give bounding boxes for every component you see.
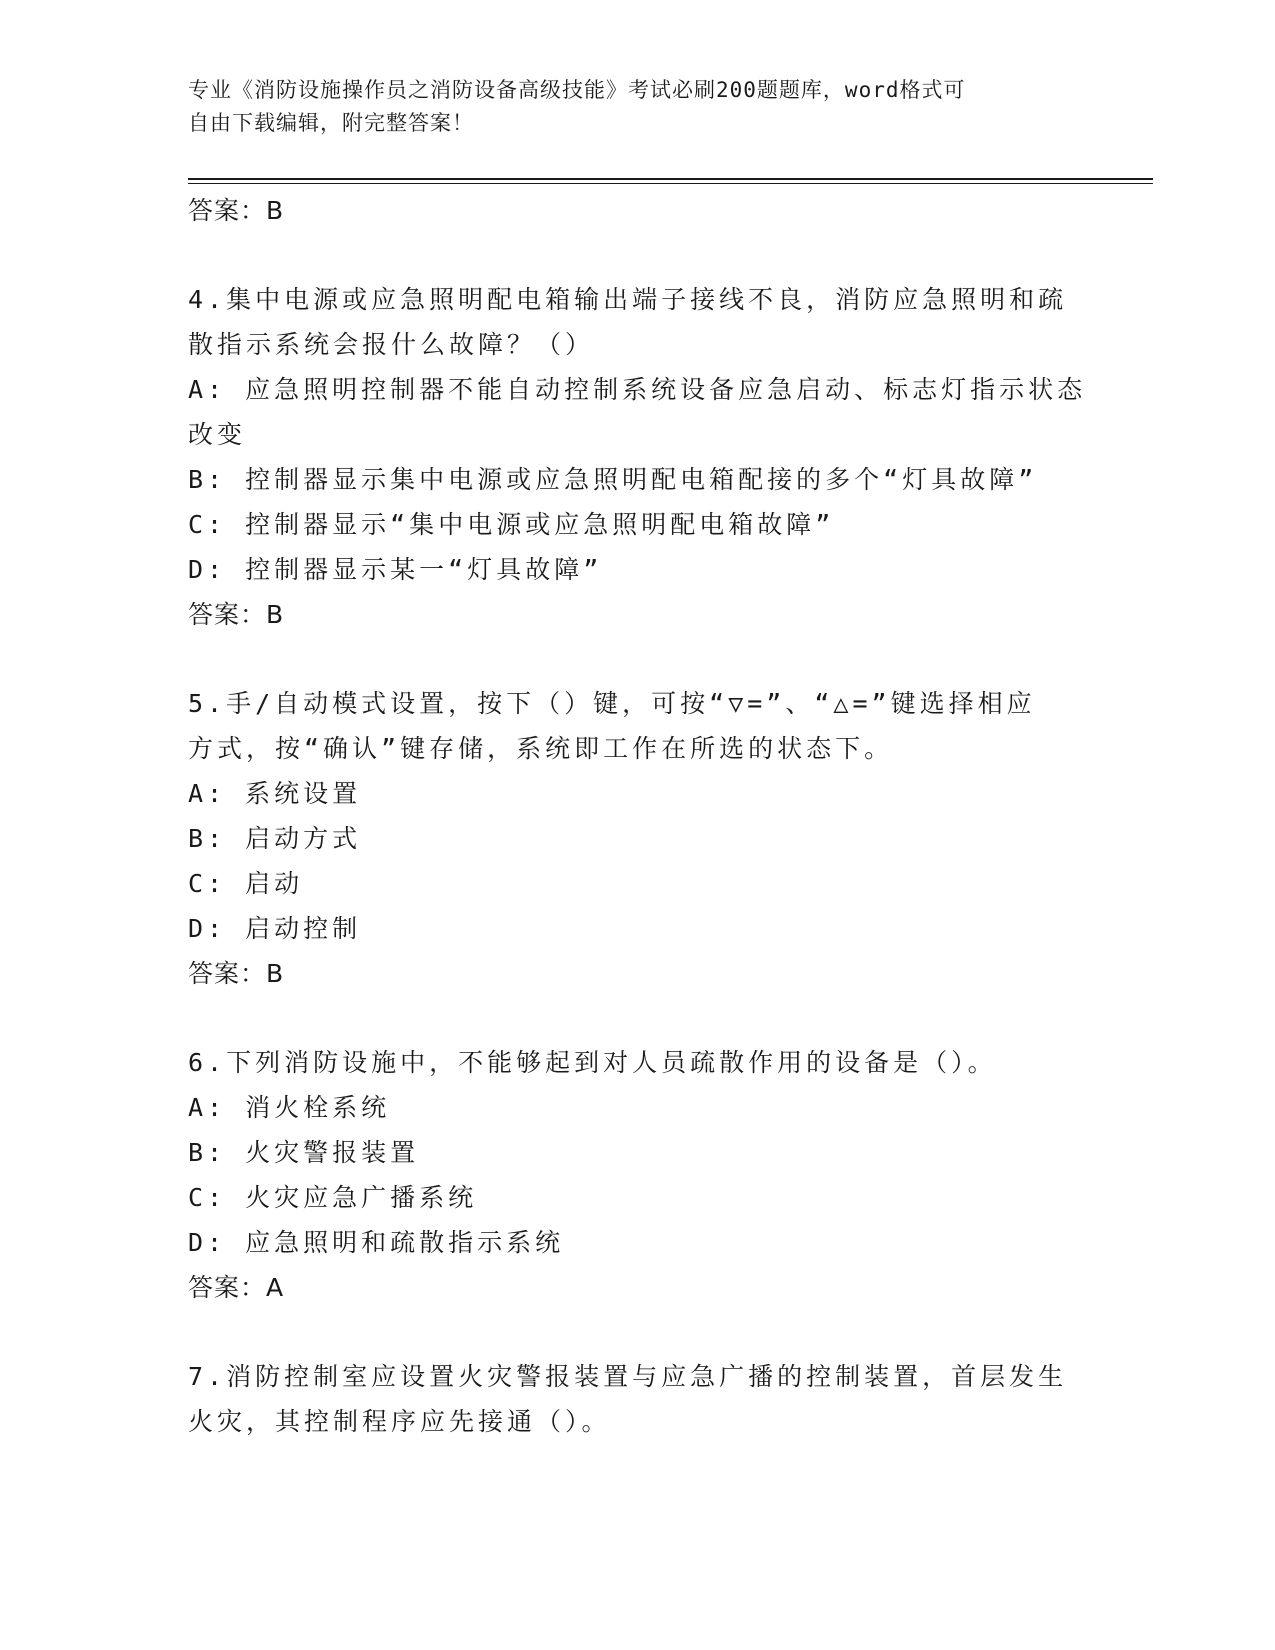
header-rule-thin — [188, 183, 1153, 184]
question-text-line: 6.下列消防设施中，不能够起到对人员疏散作用的设备是（）。 — [188, 1048, 997, 1077]
spacer — [188, 996, 1078, 1040]
question-block — [188, 681, 1078, 996]
answer-line: 答案：A — [188, 1273, 285, 1302]
option-d: D: 应急照明和疏散指示系统 — [188, 1228, 565, 1257]
answer-line: 答案：B — [188, 959, 285, 988]
option-a-continued: 改变 — [188, 420, 247, 449]
option-c: C: 火灾应急广播系统 — [188, 1183, 478, 1212]
question-text-line: 7.消防控制室应设置火灾警报装置与应急广播的控制装置，首层发生 — [188, 1362, 1068, 1391]
option-c: C: 控制器显示“集中电源或应急照明配电箱故障” — [188, 510, 835, 539]
header-rule-thick — [188, 178, 1153, 180]
question-text-line: 5.手/自动模式设置，按下（）键，可按“▽=”、“△=”键选择相应 — [188, 689, 1036, 718]
option-d: D: 启动控制 — [188, 914, 362, 943]
option-a: A: 应急照明控制器不能自动控制系统设备应急启动、标志灯指示状态 — [188, 375, 1087, 404]
spacer — [188, 1310, 1078, 1354]
document-header — [188, 74, 1068, 140]
question-text-line: 散指示系统会报什么故障？（） — [188, 330, 595, 359]
header-line-1: 专业《消防设施操作员之消防设备高级技能》考试必刷200题题库，word格式可 — [188, 78, 966, 102]
question-block — [188, 1354, 1078, 1444]
spacer — [188, 233, 1078, 277]
question-text-line: 4.集中电源或应急照明配电箱输出端子接线不良，消防应急照明和疏 — [188, 285, 1068, 314]
spacer — [188, 637, 1078, 681]
option-d: D: 控制器显示某一“灯具故障” — [188, 555, 603, 584]
document-body — [188, 188, 1087, 1444]
option-a: A: 消火栓系统 — [188, 1093, 391, 1122]
answer-line: 答案：B — [188, 600, 285, 629]
question-block — [188, 1040, 1078, 1310]
option-a: A: 系统设置 — [188, 779, 362, 808]
option-c: C: 启动 — [188, 869, 304, 898]
answer-line: 答案：B — [188, 196, 285, 225]
option-b: B: 控制器显示集中电源或应急照明配电箱配接的多个“灯具故障” — [188, 465, 1038, 494]
question-text-line: 火灾，其控制程序应先接通（）。 — [188, 1407, 611, 1436]
option-b: B: 启动方式 — [188, 824, 362, 853]
question-block — [188, 277, 1087, 637]
question-text-line: 方式，按“确认”键存储，系统即工作在所选的状态下。 — [188, 734, 894, 763]
option-b: B: 火灾警报装置 — [188, 1138, 420, 1167]
header-line-2: 自由下载编辑，附完整答案！ — [188, 111, 474, 135]
